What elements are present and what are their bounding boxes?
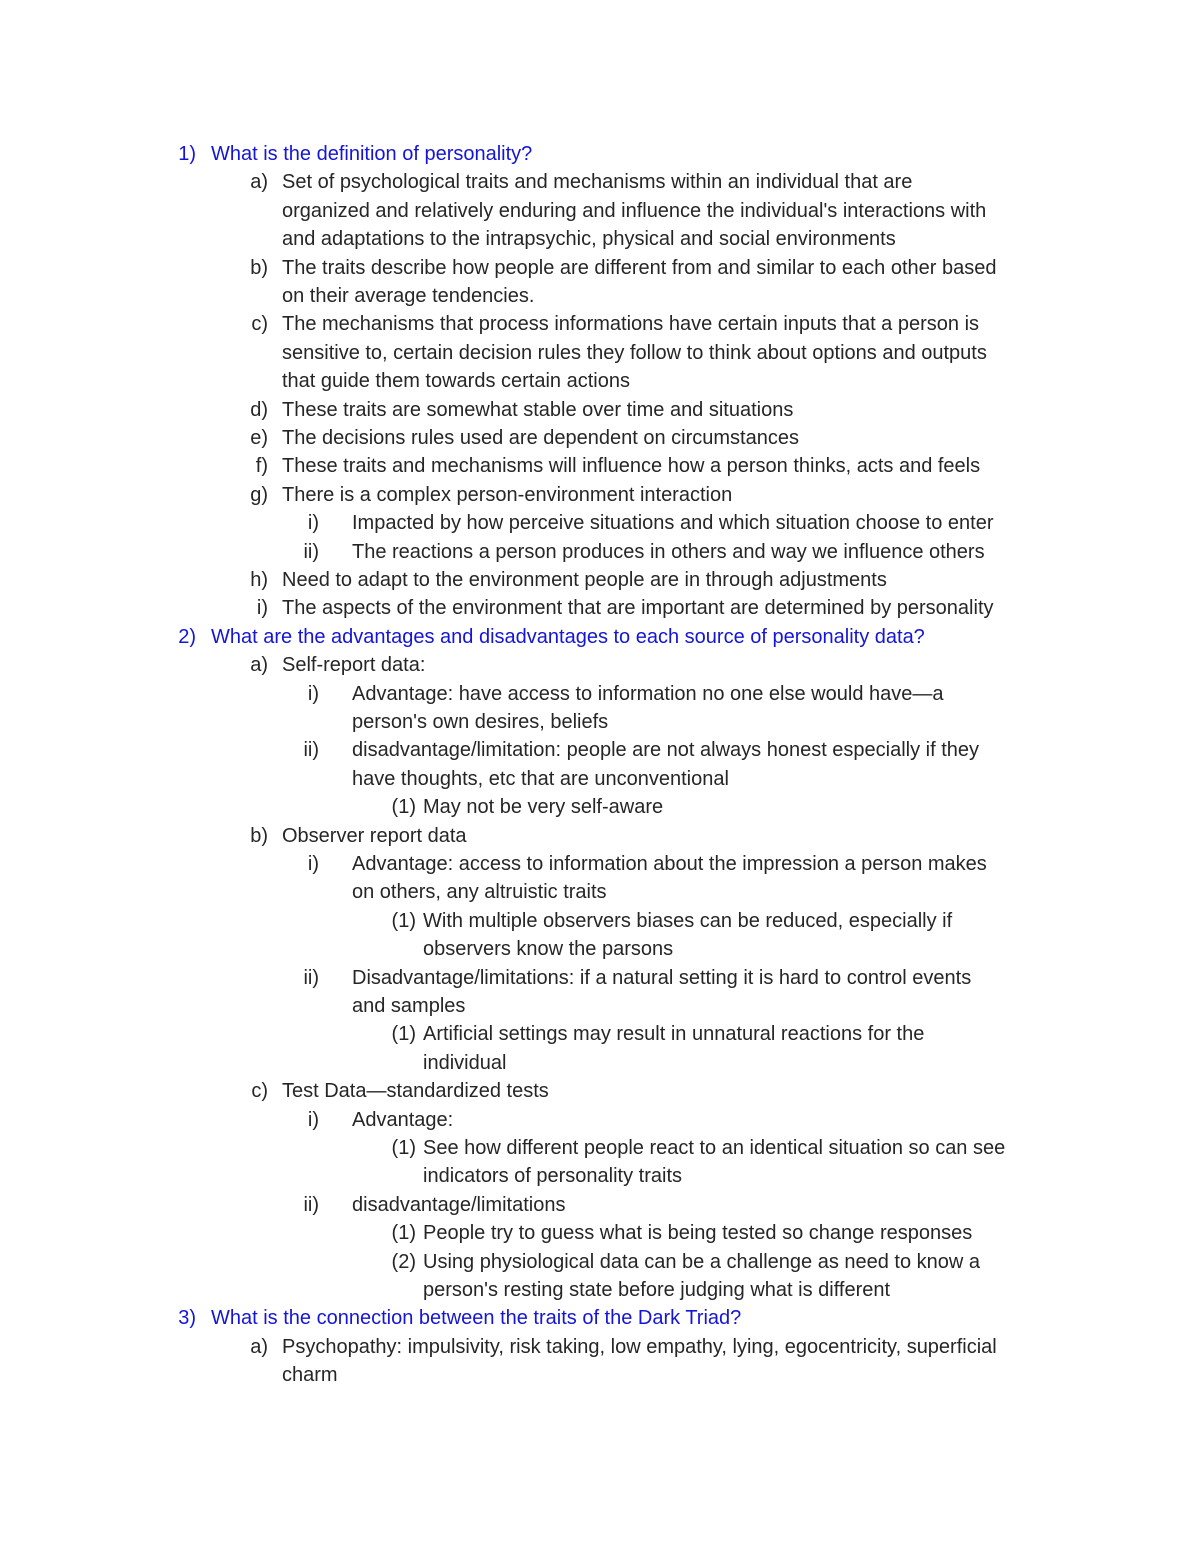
- list-item-continuation: [0, 282, 1200, 310]
- item-text: The mechanisms that process informations have certain inputs that a person is: [282, 313, 980, 336]
- item-text: With multiple observers biases can be reduced, especially if: [423, 909, 953, 932]
- item-text: These traits and mechanisms will influence how a person thinks, acts and feels: [282, 455, 981, 478]
- item-text: on others, any altruistic traits: [352, 881, 607, 904]
- list-item-continuation: [0, 367, 1200, 395]
- list-marker: c): [251, 1080, 268, 1103]
- list-item-continuation: [0, 992, 1200, 1020]
- list-item: [0, 1077, 1200, 1105]
- list-marker: c): [251, 313, 268, 336]
- list-marker: i): [307, 512, 319, 535]
- item-text: People try to guess what is being tested so change responses: [423, 1222, 973, 1245]
- list-item: [0, 822, 1200, 850]
- list-marker: b): [250, 256, 268, 279]
- list-item: [0, 793, 1200, 821]
- item-text: and samples: [352, 995, 466, 1017]
- item-text: Set of psychological traits and mechanisms within an individual that are: [282, 171, 913, 194]
- list-item-continuation: [0, 935, 1200, 963]
- item-text: Using physiological data can be a challenge as need to know a: [423, 1250, 981, 1273]
- list-marker: h): [250, 569, 268, 591]
- list-item: [0, 1219, 1200, 1247]
- list-item: [0, 680, 1200, 708]
- list-marker: (1): [391, 1023, 416, 1046]
- list-item-continuation: [0, 878, 1200, 906]
- item-text: Need to adapt to the environment people are in through adjustments: [282, 569, 887, 591]
- question-heading: [0, 140, 1200, 168]
- list-item: [0, 509, 1200, 537]
- item-text: Advantage: have access to information no one else would have—a: [352, 682, 944, 705]
- item-text: have thoughts, etc that are unconventional: [352, 767, 729, 790]
- list-marker: f): [255, 455, 268, 478]
- list-marker: (2): [391, 1250, 416, 1273]
- list-marker: (1): [391, 909, 416, 932]
- list-item: [0, 566, 1200, 594]
- list-item-continuation: [0, 1049, 1200, 1077]
- item-text: Advantage: access to information about the impression a person makes: [352, 853, 987, 875]
- item-text: observers know the parsons: [423, 938, 674, 961]
- list-item: [0, 168, 1200, 196]
- item-text: Impacted by how perceive situations and which situation choose to enter: [352, 512, 994, 535]
- item-text: and adaptations to the intrapsychic, physical and social environments: [282, 228, 896, 251]
- item-text: charm: [282, 1364, 338, 1387]
- list-marker: i): [307, 853, 319, 875]
- item-text: person's own desires, beliefs: [352, 711, 609, 733]
- item-text: Test Data—standardized tests: [282, 1080, 549, 1103]
- item-text: These traits are somewhat stable over time and situations: [282, 398, 794, 421]
- list-item: [0, 1134, 1200, 1162]
- list-item: [0, 424, 1200, 452]
- list-item-continuation: [0, 1162, 1200, 1190]
- item-text: Disadvantage/limitations: if a natural setting it is hard to control events: [352, 966, 972, 989]
- item-text: sensitive to, certain decision rules they follow to think about options and outputs: [282, 341, 987, 364]
- list-item: [0, 1191, 1200, 1219]
- item-text: Advantage:: [352, 1108, 454, 1131]
- list-marker: g): [250, 483, 268, 506]
- list-item-continuation: [0, 225, 1200, 253]
- list-marker: a): [250, 171, 268, 194]
- list-item-continuation: [0, 1276, 1200, 1304]
- list-item: [0, 452, 1200, 480]
- item-text: individual: [423, 1051, 507, 1074]
- item-text: May not be very self-aware: [423, 796, 664, 819]
- item-text: disadvantage/limitations: [352, 1193, 566, 1216]
- item-text: person's resting state before judging what is different: [423, 1279, 891, 1301]
- list-item: [0, 964, 1200, 992]
- item-text: Psychopathy: impulsivity, risk taking, low empathy, lying, egocentricity, superficial: [282, 1335, 997, 1358]
- list-item: [0, 1020, 1200, 1048]
- list-marker: (1): [391, 1222, 416, 1245]
- question-text: What is the connection between the traits of the Dark Triad?: [211, 1307, 742, 1330]
- item-text: The aspects of the environment that are important are determined by personality: [282, 597, 994, 620]
- list-item-continuation: [0, 339, 1200, 367]
- list-marker: b): [250, 824, 268, 847]
- list-item-continuation: [0, 1361, 1200, 1389]
- list-item-continuation: [0, 708, 1200, 736]
- list-item: [0, 254, 1200, 282]
- item-text: Self-report data:: [282, 654, 426, 677]
- item-text: indicators of personality traits: [423, 1165, 683, 1188]
- list-item: [0, 396, 1200, 424]
- item-text: The reactions a person produces in others and way we influence others: [352, 540, 985, 563]
- item-text: The decisions rules used are dependent on circumstances: [282, 427, 799, 449]
- list-item: [0, 310, 1200, 338]
- list-item: [0, 481, 1200, 509]
- list-marker: (1): [391, 1137, 416, 1159]
- list-marker: a): [250, 1335, 268, 1358]
- list-item-continuation: [0, 765, 1200, 793]
- list-marker: a): [250, 654, 268, 677]
- item-text: The traits describe how people are different from and similar to each other based: [282, 256, 997, 279]
- list-marker: ii): [303, 739, 319, 762]
- question-heading: [0, 623, 1200, 651]
- list-item: [0, 1333, 1200, 1361]
- question-text: What is the definition of personality?: [211, 143, 533, 165]
- item-text: See how different people react to an identical situation so can see: [423, 1137, 1006, 1159]
- item-text: organized and relatively enduring and influence the individual's interactions with: [282, 199, 987, 222]
- list-marker: ii): [303, 966, 319, 989]
- list-marker: i): [307, 1108, 319, 1131]
- list-marker: d): [250, 398, 268, 421]
- list-item: [0, 651, 1200, 679]
- list-item: [0, 594, 1200, 622]
- list-item: [0, 538, 1200, 566]
- list-marker: i): [256, 597, 268, 620]
- list-item: [0, 907, 1200, 935]
- list-item: [0, 736, 1200, 764]
- list-marker: ii): [303, 540, 319, 563]
- list-item: [0, 850, 1200, 878]
- item-text: that guide them towards certain actions: [282, 370, 630, 393]
- question-heading: [0, 1304, 1200, 1332]
- question-text: What are the advantages and disadvantages to each source of personality data?: [211, 625, 925, 648]
- item-text: Artificial settings may result in unnatural reactions for the: [423, 1023, 925, 1046]
- list-item: [0, 1106, 1200, 1134]
- list-item-continuation: [0, 197, 1200, 225]
- item-text: Observer report data: [282, 824, 467, 847]
- item-text: disadvantage/limitation: people are not always honest especially if they: [352, 739, 980, 762]
- list-marker: 3): [178, 1307, 196, 1330]
- list-marker: 1): [178, 143, 196, 165]
- list-marker: e): [250, 427, 268, 449]
- list-marker: 2): [178, 625, 196, 648]
- list-marker: (1): [391, 796, 416, 819]
- list-marker: ii): [303, 1193, 319, 1216]
- item-text: on their average tendencies.: [282, 285, 535, 307]
- item-text: There is a complex person-environment interaction: [282, 483, 733, 506]
- list-marker: i): [307, 682, 319, 705]
- list-item: [0, 1248, 1200, 1276]
